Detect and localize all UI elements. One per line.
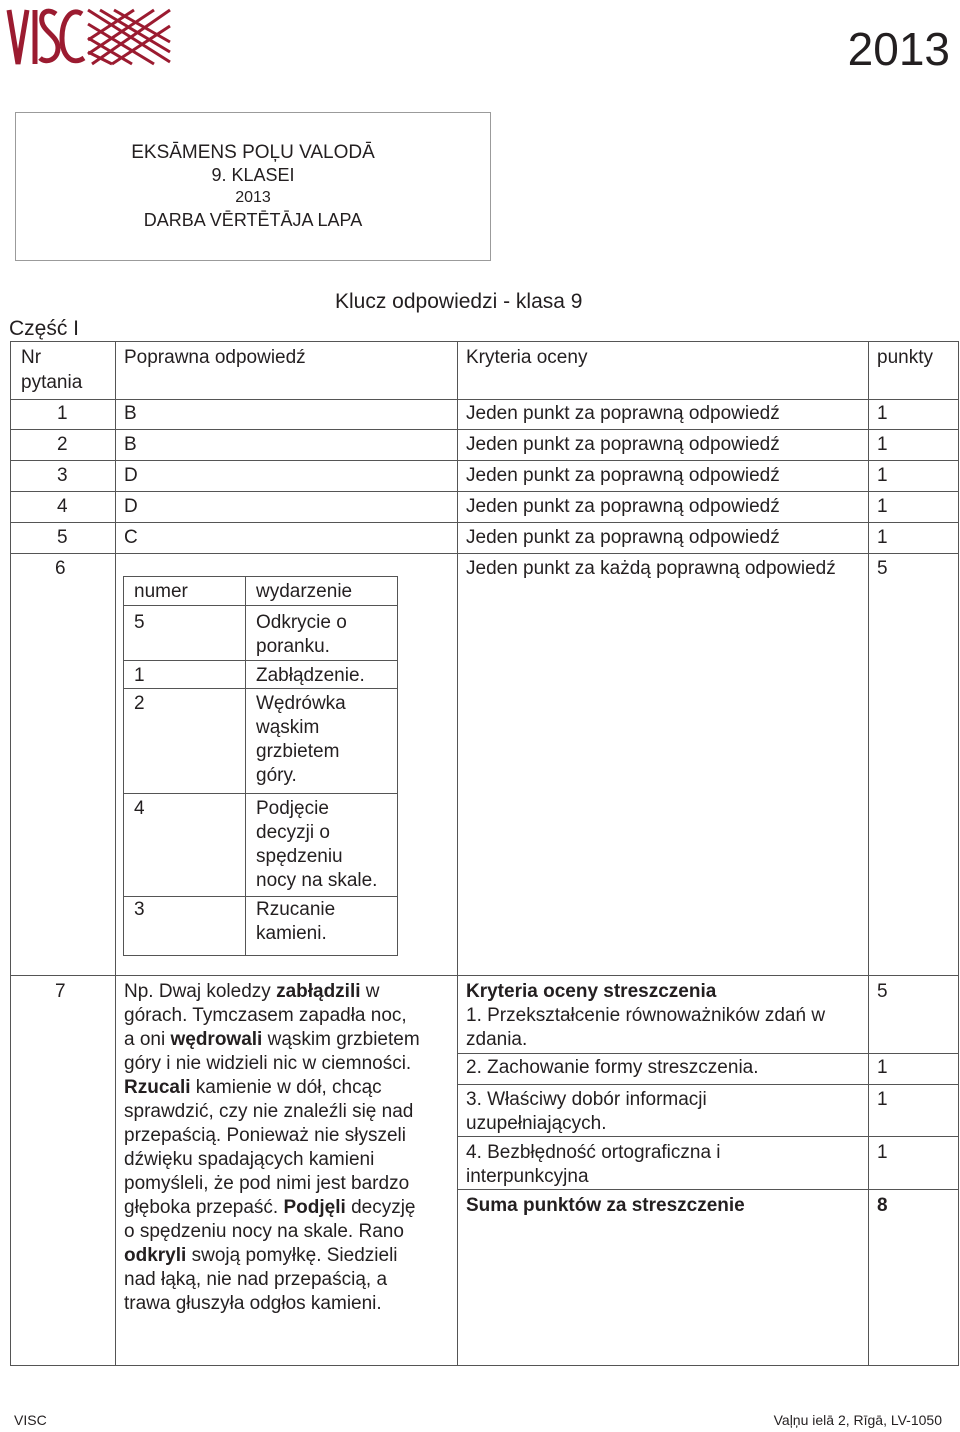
sequence-event: grzbietem <box>256 741 340 762</box>
summary-text: decyzję <box>345 1197 416 1218</box>
row-points: 1 <box>877 496 888 517</box>
row-criteria: Jeden punkt za poprawną odpowiedź <box>466 465 780 486</box>
sequence-number: 1 <box>134 665 145 686</box>
summary-text: sprawdzić, czy nie znaleźli się nad <box>124 1101 414 1122</box>
sequence-event: Zabłądzenie. <box>256 665 365 686</box>
row-nr: 2 <box>57 434 68 455</box>
row-points: 1 <box>877 434 888 455</box>
footer-left: VISC <box>14 1412 47 1428</box>
sequence-event: poranku. <box>256 636 330 657</box>
row-nr: 1 <box>57 403 68 424</box>
summary-text: górach. Tymczasem zapadła noc, <box>124 1005 407 1026</box>
summary-line <box>124 1292 382 1316</box>
criterion-item: 1. Przekształcenie równoważników zdań w <box>466 1005 826 1026</box>
sequence-number: 5 <box>134 612 145 633</box>
criterion-points: 1 <box>877 1057 888 1078</box>
row-criteria: Jeden punkt za poprawną odpowiedź <box>466 434 780 455</box>
header-pytania: pytania <box>21 372 83 393</box>
summary-line <box>124 1196 416 1220</box>
row-nr: 3 <box>57 465 68 486</box>
summary-line <box>124 1220 404 1244</box>
summary-keyword: zabłądzili <box>276 981 361 1002</box>
visc-logo <box>4 2 174 72</box>
summary-line <box>124 1172 409 1196</box>
summary-line <box>124 1148 374 1172</box>
summary-keyword: wędrowali <box>170 1029 263 1050</box>
row-answer: B <box>124 434 137 455</box>
criterion-item: uzupełniających. <box>466 1113 607 1134</box>
row-criteria: Jeden punkt za poprawną odpowiedź <box>466 403 780 424</box>
summary-line <box>124 1268 387 1292</box>
header-answer: Poprawna odpowiedź <box>124 347 306 368</box>
summary-text: pomyśleli, że pod nimi jest bardzo <box>124 1173 410 1194</box>
sequence-event: spędzeniu <box>256 846 343 867</box>
summary-line <box>124 1004 407 1028</box>
header-criteria: Kryteria oceny <box>466 347 588 368</box>
row-nr: 4 <box>57 496 68 517</box>
summary-text: o spędzeniu nocy na skale. Rano <box>124 1221 404 1242</box>
row-nr: 5 <box>57 527 68 548</box>
header-nr: Nr <box>21 347 42 368</box>
header-points: punkty <box>877 347 933 368</box>
criterion-item: interpunkcyjna <box>466 1166 589 1187</box>
summary-text: Np. Dwaj koledzy <box>124 981 277 1002</box>
row-nr: 7 <box>55 981 66 1002</box>
evaluator-sheet-label: DARBA VĒRTĒTĀJA LAPA <box>143 210 363 230</box>
summary-line <box>124 1076 382 1100</box>
summary-line <box>124 1100 413 1124</box>
summary-line <box>124 980 380 1004</box>
row-points: 1 <box>877 527 888 548</box>
row-criteria: Jeden punkt za poprawną odpowiedź <box>466 496 780 517</box>
header-numer: numer <box>134 581 188 602</box>
criterion-item: zdania. <box>466 1029 528 1050</box>
title-box <box>15 112 491 261</box>
row-criteria: Jeden punkt za poprawną odpowiedź <box>466 527 780 548</box>
summary-line <box>124 1028 420 1052</box>
sequence-event: Wędrówka <box>256 693 346 714</box>
summary-keyword: Podjęli <box>283 1197 346 1218</box>
summary-text: w <box>360 981 380 1002</box>
summary-text: trawa głuszyła odgłos kamieni. <box>124 1293 382 1314</box>
summary-keyword: odkryli <box>124 1245 187 1266</box>
sequence-number: 4 <box>134 798 145 819</box>
sequence-event: Podjęcie <box>256 798 329 819</box>
criterion-points: 1 <box>877 1142 888 1163</box>
sequence-event: Rzucanie <box>256 899 336 920</box>
row-answer: D <box>124 465 138 486</box>
criteria-points: 5 <box>877 981 888 1002</box>
summary-line <box>124 1052 411 1076</box>
summary-text: kamienie w dół, chcąc <box>190 1077 382 1098</box>
criterion-item: 2. Zachowanie formy streszczenia. <box>466 1057 759 1078</box>
sequence-event: kamieni. <box>256 923 327 944</box>
summary-line <box>124 1124 406 1148</box>
criterion-item: 4. Bezbłędność ortograficzna i <box>466 1142 721 1163</box>
sequence-number: 2 <box>134 693 145 714</box>
footer-address: Vaļņu ielā 2, Rīgā, LV-1050 <box>773 1412 942 1428</box>
sequence-event: Odkrycie o <box>256 612 347 633</box>
sequence-number: 3 <box>134 899 145 920</box>
summary-text: nad łąką, nie nad przepaścią, a <box>124 1269 388 1290</box>
summary-keyword: Rzucali <box>124 1077 191 1098</box>
row-nr: 6 <box>55 558 66 579</box>
sequence-event: góry. <box>256 765 297 786</box>
criterion-points: 1 <box>877 1089 888 1110</box>
row-criteria: Jeden punkt za każdą poprawną odpowiedź <box>466 558 836 579</box>
summary-text: wąskim grzbietem <box>262 1029 420 1050</box>
sequence-event: nocy na skale. <box>256 870 378 891</box>
document-year: 2013 <box>847 23 950 75</box>
row-points: 1 <box>877 465 888 486</box>
row-answer: B <box>124 403 137 424</box>
exam-year: 2013 <box>235 189 271 206</box>
row-points: 5 <box>877 558 888 579</box>
summary-text: głęboka przepaść. <box>124 1197 284 1218</box>
row-answer: C <box>124 527 138 548</box>
criteria-title: Kryteria oceny streszczenia <box>466 981 717 1002</box>
exam-title: EKSĀMENS POĻU VALODĀ <box>131 142 375 163</box>
sum-label: Suma punktów za streszczenie <box>466 1195 745 1216</box>
summary-text: przepaścią. Ponieważ nie słyszeli <box>124 1125 406 1146</box>
summary-text: swoją pomyłkę. Siedzieli <box>186 1245 398 1266</box>
answer-key-heading: Klucz odpowiedzi - klasa 9 <box>335 290 583 313</box>
sum-points: 8 <box>877 1195 888 1216</box>
sequence-event: wąskim <box>256 717 320 738</box>
header-wydarzenie: wydarzenie <box>256 581 353 602</box>
sequence-event: decyzji o <box>256 822 330 843</box>
row-answer: D <box>124 496 138 517</box>
summary-text: góry i nie widzieli nic w ciemności. <box>124 1053 412 1074</box>
exam-class: 9. KLASEI <box>211 165 295 185</box>
summary-text: a oni <box>124 1029 171 1050</box>
summary-line <box>124 1244 398 1268</box>
row-points: 1 <box>877 403 888 424</box>
criterion-item: 3. Właściwy dobór informacji <box>466 1089 707 1110</box>
part-label: Część I <box>9 317 80 340</box>
summary-text: dźwięku spadających kamieni <box>124 1149 375 1170</box>
